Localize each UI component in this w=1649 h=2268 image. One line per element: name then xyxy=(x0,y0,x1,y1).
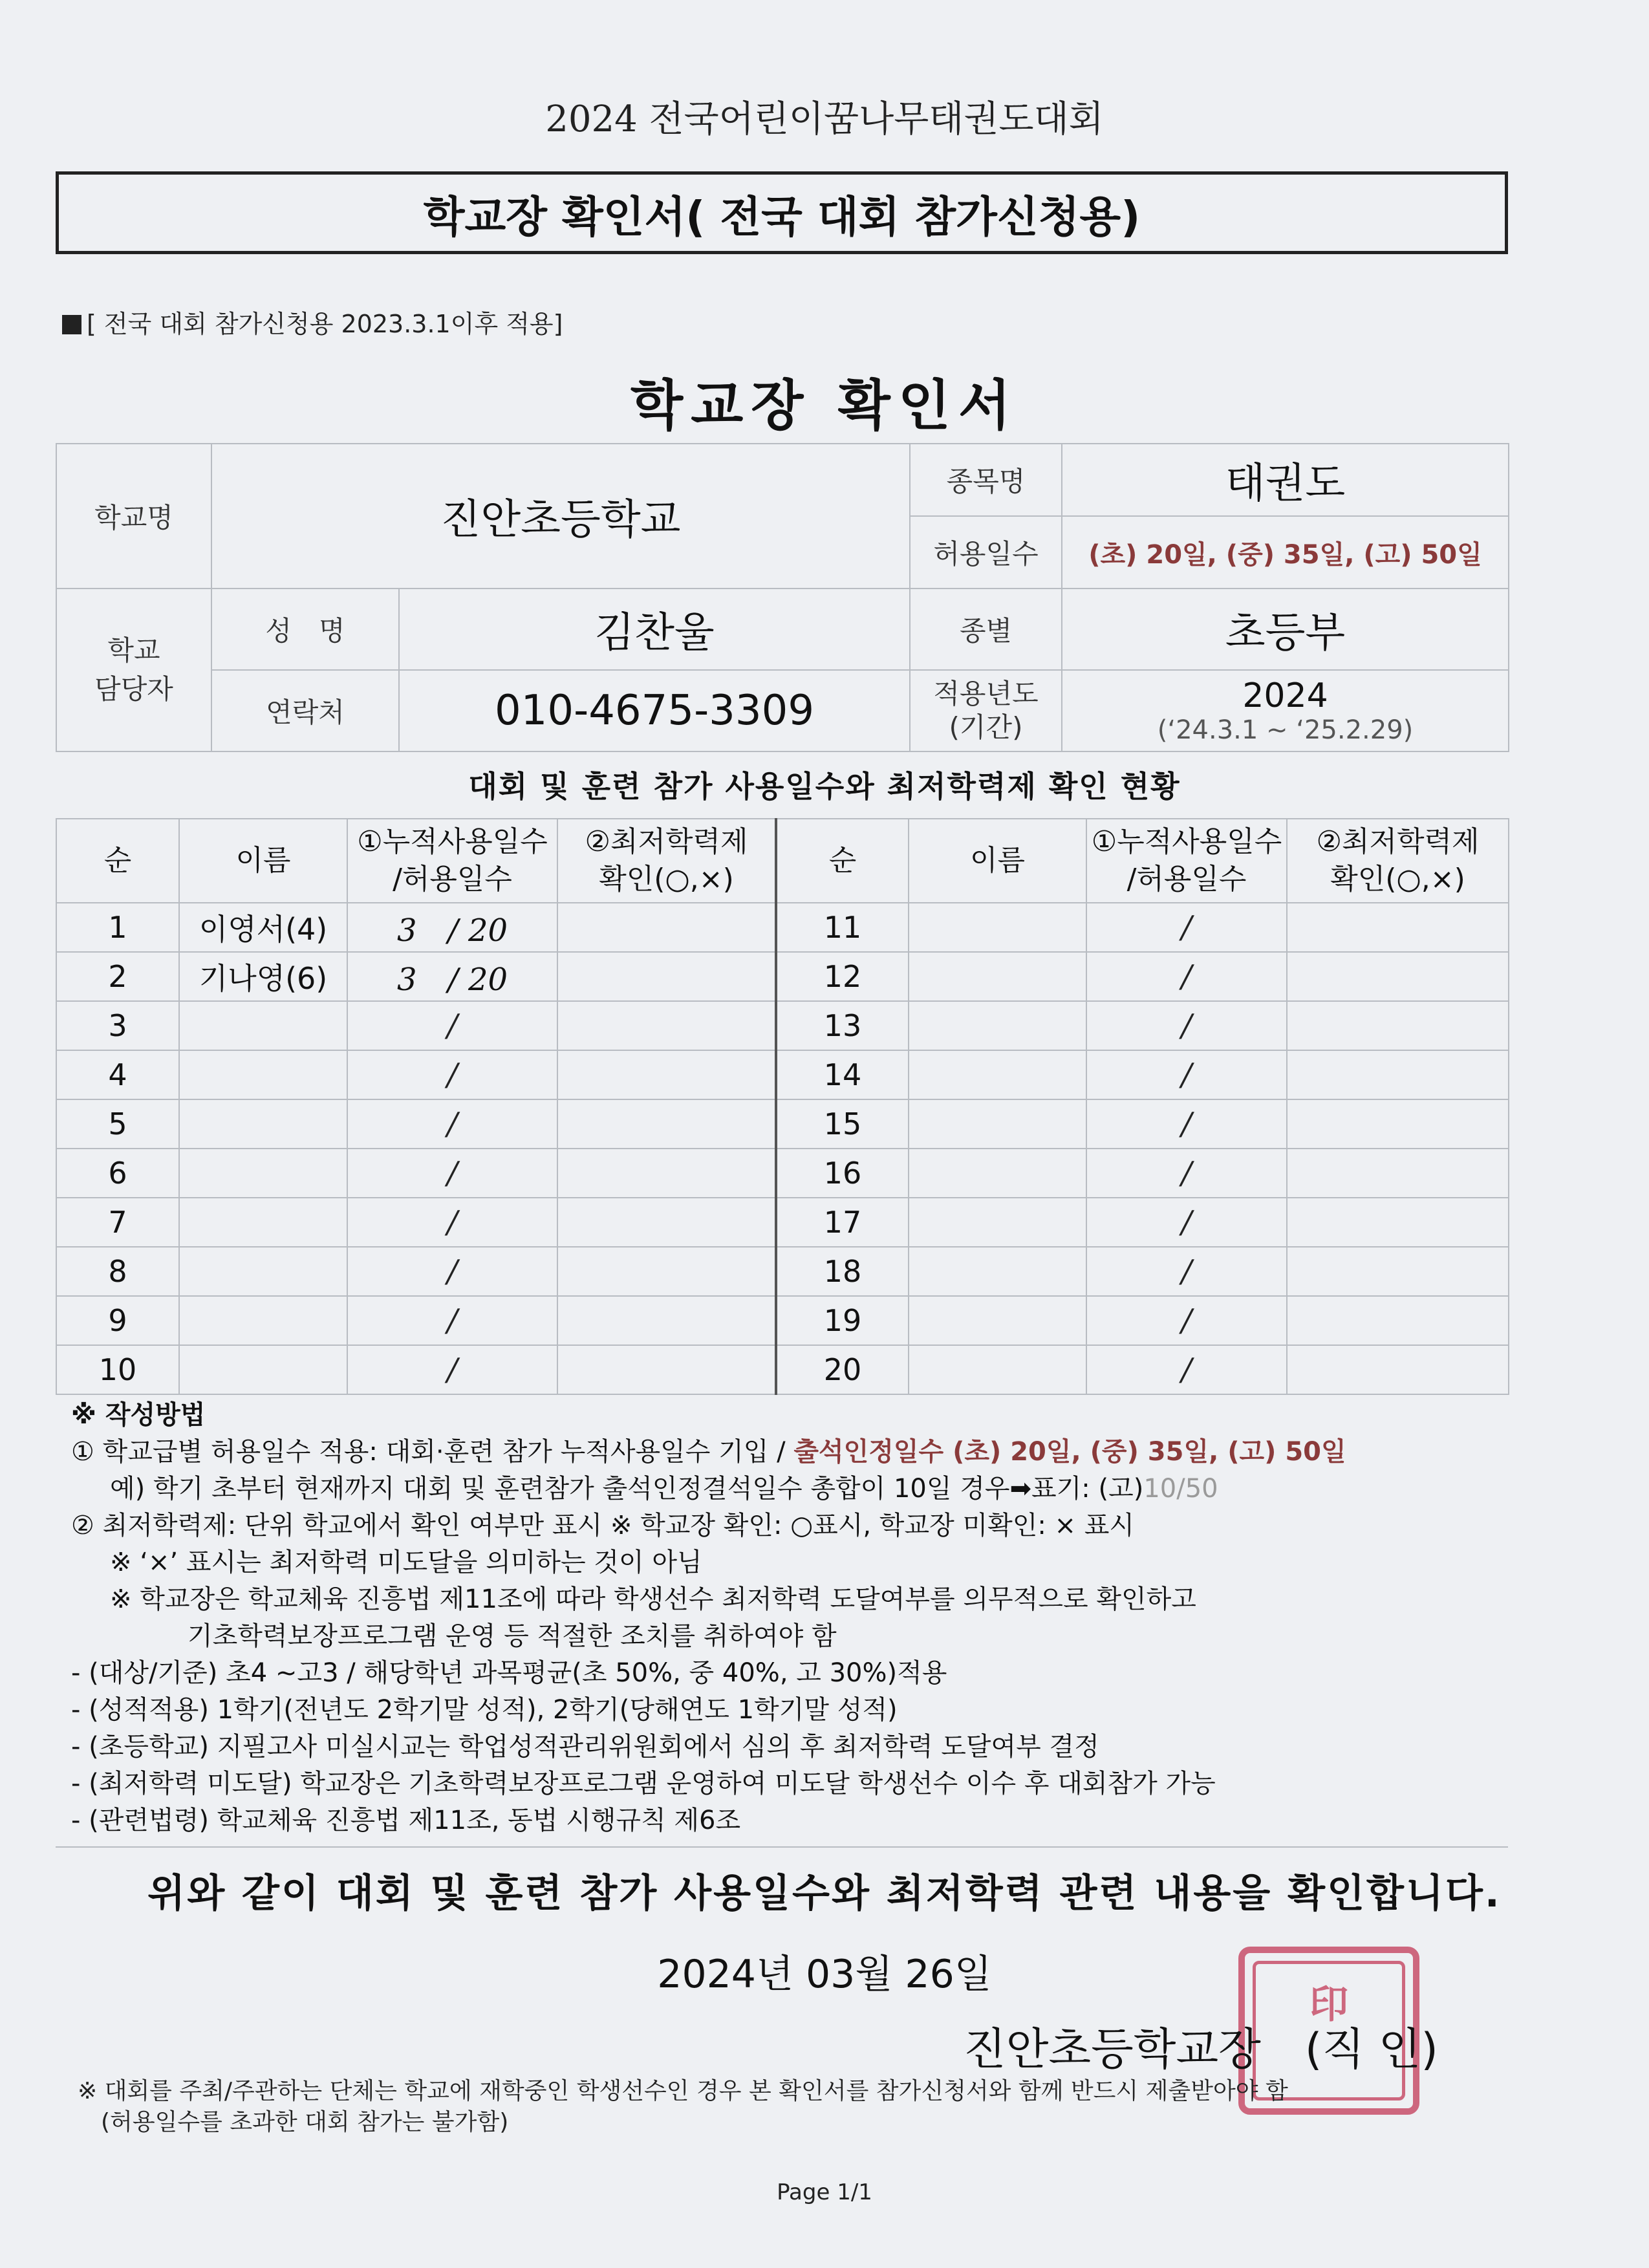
days-cell: / xyxy=(1086,1198,1287,1247)
check-cell xyxy=(557,952,776,1001)
principal-signature-line: 진안초등학교장 (직 인) xyxy=(964,2024,1438,2075)
table-row xyxy=(56,903,1509,952)
table-row xyxy=(56,1050,1509,1099)
check-cell xyxy=(1287,1296,1509,1345)
instruction-line xyxy=(71,1434,1520,1471)
instruction-line: - (초등학교) 지필고사 미실시교는 학업성적관리위원회에서 심의 후 최저학력 도달여부 결정 xyxy=(71,1732,1099,1762)
seq-cell: 15 xyxy=(776,1099,909,1149)
name-cell xyxy=(179,1050,347,1099)
table-row xyxy=(56,1296,1509,1345)
check-cell xyxy=(1287,1345,1509,1394)
check-cell xyxy=(557,1099,776,1149)
days-cell: / xyxy=(1086,1345,1287,1394)
seq-cell: 12 xyxy=(776,952,909,1001)
instruction-line: ※ 학교장은 학교체육 진흥법 제11조에 따라 학생선수 최저학력 도달여부를 의무적으로 확인하고 xyxy=(110,1584,1196,1614)
table-row xyxy=(56,1149,1509,1198)
days-cell: / xyxy=(347,1198,557,1247)
status-title: 대회 및 훈련 참가 사용일수와 최저학력제 확인 현황 xyxy=(468,769,1181,804)
name-cell xyxy=(909,1149,1086,1198)
instruction-line: - (성적적용) 1학기(전년도 2학기말 성적), 2학기(당해연도 1학기말 성적) xyxy=(71,1695,898,1725)
days-cell: / xyxy=(347,1345,557,1394)
confirmation-statement: 위와 같이 대회 및 훈련 참가 사용일수와 최저학력 관련 내용을 확인합니다. xyxy=(147,1871,1502,1916)
name-cell xyxy=(179,1198,347,1247)
contact-value: 010-4675-3309 xyxy=(399,670,910,751)
check-cell xyxy=(1287,1198,1509,1247)
header-name: 이름 xyxy=(909,819,1086,903)
check-cell xyxy=(557,1296,776,1345)
apply-note xyxy=(62,304,563,340)
seq-cell: 13 xyxy=(776,1001,909,1050)
days-cell: / xyxy=(347,1050,557,1099)
name-cell xyxy=(179,1099,347,1149)
participation-table xyxy=(56,818,1509,1395)
seq-cell: 2 xyxy=(56,952,179,1001)
name-cell xyxy=(179,1296,347,1345)
table-row xyxy=(56,1198,1509,1247)
issue-date: 2024년 03월 26일 xyxy=(657,1952,992,1997)
check-cell xyxy=(557,1198,776,1247)
year-value: 2024 xyxy=(1242,676,1328,715)
days-cell: / xyxy=(1086,1149,1287,1198)
instruction-example: 10/50 xyxy=(1143,1474,1218,1504)
seq-cell: 20 xyxy=(776,1345,909,1394)
table-row xyxy=(56,1099,1509,1149)
days-cell: / xyxy=(1086,1296,1287,1345)
category-label: 종별 xyxy=(910,589,1062,670)
seq-cell: 11 xyxy=(776,903,909,952)
days-cell: / xyxy=(1086,903,1287,952)
principal-seal: 印 xyxy=(1238,1947,1419,2115)
sport-label: 종목명 xyxy=(910,444,1062,516)
name-cell xyxy=(179,1149,347,1198)
check-cell xyxy=(557,1247,776,1296)
check-cell xyxy=(1287,1001,1509,1050)
days-cell: / xyxy=(1086,952,1287,1001)
manager-label: 학교 담당자 xyxy=(56,589,211,751)
seq-cell: 6 xyxy=(56,1149,179,1198)
year-label: 적용년도 (기간) xyxy=(910,670,1062,751)
days-cell: / xyxy=(1086,1001,1287,1050)
days-cell: 3 / 20 xyxy=(347,952,557,1001)
days-cell: / xyxy=(1086,1247,1287,1296)
name-cell: 이영서(4) xyxy=(179,903,347,952)
table-row xyxy=(56,952,1509,1001)
instruction-line: 기초학력보장프로그램 운영 등 적절한 조치를 취하여야 함 xyxy=(188,1621,837,1651)
year-cell xyxy=(1062,670,1509,751)
page-number: Page 1/1 xyxy=(777,2179,872,2205)
days-cell: / xyxy=(347,1149,557,1198)
seq-cell: 8 xyxy=(56,1247,179,1296)
name-cell xyxy=(909,1345,1086,1394)
days-cell: / xyxy=(347,1099,557,1149)
sport-value: 태권도 xyxy=(1062,444,1509,516)
days-cell: / xyxy=(1086,1050,1287,1099)
seq-cell: 16 xyxy=(776,1149,909,1198)
days-cell: / xyxy=(1086,1099,1287,1149)
seq-cell: 19 xyxy=(776,1296,909,1345)
check-cell xyxy=(1287,952,1509,1001)
header-seq: 순 xyxy=(56,819,179,903)
seq-cell: 10 xyxy=(56,1345,179,1394)
header-days: ①누적사용일수 /허용일수 xyxy=(1086,819,1287,903)
check-cell xyxy=(1287,1099,1509,1149)
check-cell xyxy=(557,903,776,952)
name-cell xyxy=(909,952,1086,1001)
check-cell xyxy=(1287,903,1509,952)
seq-cell: 1 xyxy=(56,903,179,952)
header-days: ①누적사용일수 /허용일수 xyxy=(347,819,557,903)
instructions-heading: ※ 작성방법 xyxy=(71,1400,206,1430)
seq-cell: 17 xyxy=(776,1198,909,1247)
name-cell xyxy=(909,1001,1086,1050)
document-title: 학교장 확인서( 전국 대회 참가신청용) xyxy=(423,191,1141,242)
check-cell xyxy=(557,1345,776,1394)
allowed-days-label: 허용일수 xyxy=(910,516,1062,589)
name-cell xyxy=(909,903,1086,952)
main-title: 학교장 확인서 xyxy=(630,374,1019,437)
name-cell xyxy=(179,1247,347,1296)
table-row xyxy=(56,1247,1509,1296)
days-cell: / xyxy=(347,1247,557,1296)
name-cell xyxy=(179,1001,347,1050)
header-seq: 순 xyxy=(776,819,909,903)
name-cell xyxy=(909,1050,1086,1099)
name-cell: 기나영(6) xyxy=(179,952,347,1001)
header-check: ②최저학력제 확인(○,×) xyxy=(1287,819,1509,903)
seq-cell: 9 xyxy=(56,1296,179,1345)
days-cell: 3 / 20 xyxy=(347,903,557,952)
days-cell: / xyxy=(347,1296,557,1345)
school-value: 진안초등학교 xyxy=(211,444,910,589)
name-cell xyxy=(179,1345,347,1394)
apply-note-text: [ 전국 대회 참가신청용 2023.3.1이후 적용] xyxy=(87,310,563,338)
seq-cell: 14 xyxy=(776,1050,909,1099)
check-cell xyxy=(557,1050,776,1099)
instruction-text: 예) 학기 초부터 현재까지 대회 및 훈련참가 출석인정결석일수 총합이 10일 경우➡표기: (고) xyxy=(110,1474,1144,1504)
table-row xyxy=(56,1345,1509,1394)
instruction-line: ※ ‘×’ 표시는 최저학력 미도달을 의미하는 것이 아님 xyxy=(110,1548,702,1577)
seq-cell: 7 xyxy=(56,1198,179,1247)
instruction-line: - (관련법령) 학교체육 진흥법 제11조, 동법 시행규칙 제6조 xyxy=(71,1806,741,1835)
instruction-line: - (최저학력 미도달) 학교장은 기초학력보장프로그램 운영하여 미도달 학생선수 이수 후 대회참가 가능 xyxy=(71,1769,1216,1798)
document-title-box xyxy=(56,171,1508,254)
footnote: ※ 대회를 주최/주관하는 단체는 학교에 재학중인 학생선수인 경우 본 확인서를 참가신청서와 함께 반드시 제출받아야 함 (허용일수를 초과한 대회 참가는 불가함) xyxy=(78,2078,1288,2135)
instructions xyxy=(71,1397,1520,1839)
event-title: 2024 전국어린이꿈나무태권도대회 xyxy=(545,98,1104,140)
seq-cell: 5 xyxy=(56,1099,179,1149)
header-name: 이름 xyxy=(179,819,347,903)
divider xyxy=(56,1846,1508,1848)
info-table xyxy=(56,443,1509,752)
seq-cell: 18 xyxy=(776,1247,909,1296)
square-bullet-icon xyxy=(62,315,81,334)
days-cell: / xyxy=(347,1001,557,1050)
instruction-line: ② 최저학력제: 단위 학교에서 확인 여부만 표시 ※ 학교장 확인: ○표시, 학교장 미확인: × 표시 xyxy=(71,1511,1135,1540)
check-cell xyxy=(557,1149,776,1198)
contact-label: 연락처 xyxy=(211,670,399,751)
category-value: 초등부 xyxy=(1062,589,1509,670)
instruction-line xyxy=(71,1471,1520,1507)
instruction-highlight: 출석인정일수 (초) 20일, (중) 35일, (고) 50일 xyxy=(793,1437,1346,1467)
allowed-days-value: (초) 20일, (중) 35일, (고) 50일 xyxy=(1062,516,1509,589)
seq-cell: 4 xyxy=(56,1050,179,1099)
instruction-text: ① 학교급별 허용일수 적용: 대회·훈련 참가 누적사용일수 기입 / xyxy=(71,1437,794,1467)
year-period: (‘24.3.1 ~ ‘25.2.29) xyxy=(1157,715,1414,745)
header-check: ②최저학력제 확인(○,×) xyxy=(557,819,776,903)
check-cell xyxy=(557,1001,776,1050)
name-cell xyxy=(909,1198,1086,1247)
seq-cell: 3 xyxy=(56,1001,179,1050)
school-label: 학교명 xyxy=(56,444,211,589)
check-cell xyxy=(1287,1149,1509,1198)
check-cell xyxy=(1287,1247,1509,1296)
table-row xyxy=(56,1001,1509,1050)
instruction-line: - (대상/기준) 초4 ~고3 / 해당학년 과목평균(초 50%, 중 40%, 고 30%)적용 xyxy=(71,1658,947,1688)
name-value: 김찬울 xyxy=(399,589,910,670)
name-cell xyxy=(909,1296,1086,1345)
name-cell xyxy=(909,1247,1086,1296)
name-cell xyxy=(909,1099,1086,1149)
name-label: 성 명 xyxy=(211,589,399,670)
check-cell xyxy=(1287,1050,1509,1099)
